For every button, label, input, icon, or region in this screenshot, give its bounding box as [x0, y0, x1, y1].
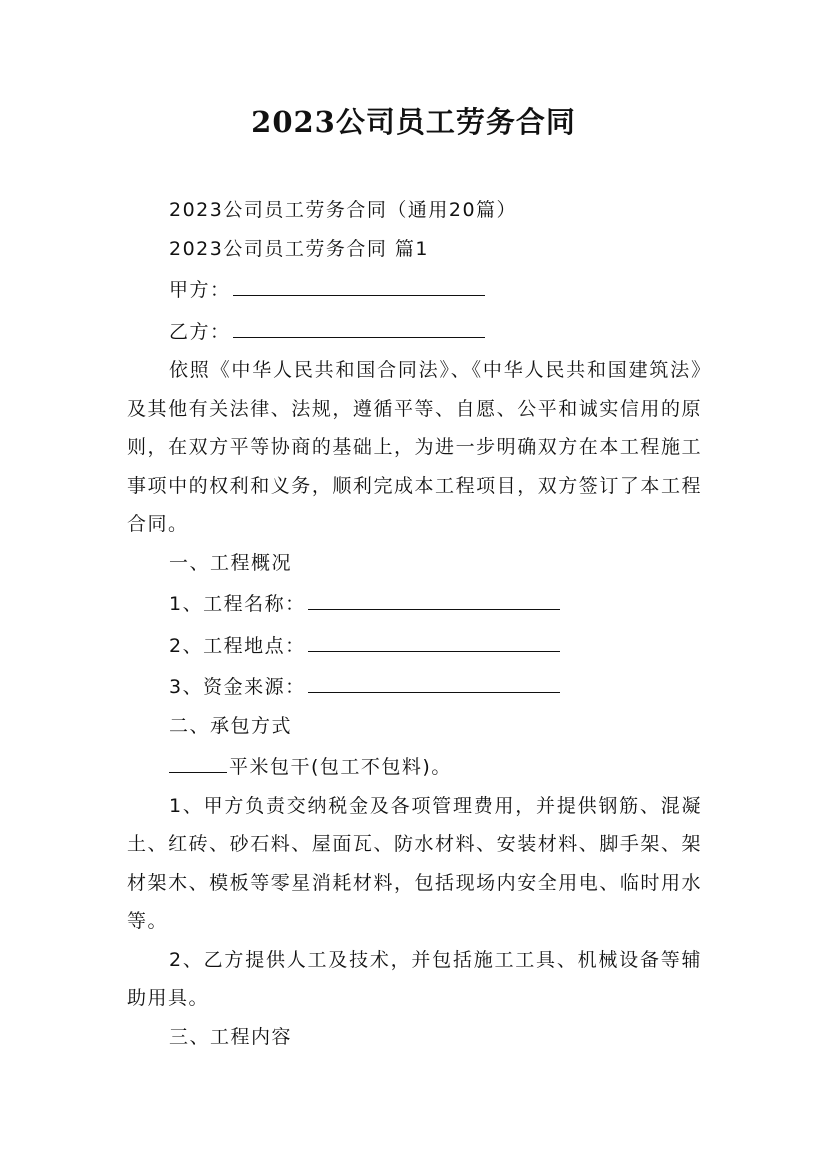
funding-source-blank — [308, 665, 560, 693]
section2-heading: 二、承包方式 — [169, 714, 293, 737]
contract-mode-text: 平米包干(包工不包料)。 — [229, 756, 452, 778]
party-a-label: 甲方： — [169, 279, 231, 301]
document-title: 2023公司员工劳务合同 — [251, 105, 576, 139]
intro-paragraph: 依照《中华人民共和国合同法》、《中华人民共和国建筑法》及其他有关法律、法规，遵循平等、自愿、公平和诚实信用的原则，在双方平等协商的基础上，为进一步明确双方在本工程施工事项中的权利和义务，顺利完成本工程项目，双方签订了本工程合同。 — [127, 359, 702, 535]
area-blank — [169, 745, 227, 773]
section3-heading: 三、工程内容 — [169, 1025, 293, 1048]
party-b-blank — [233, 310, 485, 338]
section1-heading: 一、工程概况 — [169, 551, 293, 574]
party-a-line — [127, 268, 702, 310]
contract-mode-line — [127, 745, 702, 787]
document-subtitle: 2023公司员工劳务合同（通用20篇） — [169, 199, 518, 221]
project-name-line — [127, 582, 702, 624]
funding-source-label: 3、资金来源： — [169, 676, 306, 698]
project-name-label: 1、工程名称： — [169, 593, 306, 615]
section-heading: 2023公司员工劳务合同 篇1 — [169, 237, 429, 260]
party-b-line — [127, 310, 702, 352]
project-location-blank — [308, 624, 560, 652]
project-name-blank — [308, 582, 560, 610]
clause-2: 2、乙方提供人工及技术，并包括施工工具、机械设备等辅助用具。 — [127, 948, 702, 1009]
project-location-label: 2、工程地点： — [169, 634, 306, 657]
funding-source-line — [127, 665, 702, 707]
project-location-line — [127, 624, 702, 666]
party-a-blank — [233, 268, 485, 296]
document-body — [127, 191, 702, 1056]
clause-1: 1、甲方负责交纳税金及各项管理费用，并提供钢筋、混凝土、红砖、砂石料、屋面瓦、防水材料、安装材料、脚手架、架材架木、模板等零星消耗材料，包括现场内安全用电、临时用水等。 — [127, 794, 702, 932]
party-b-label: 乙方： — [169, 320, 231, 343]
